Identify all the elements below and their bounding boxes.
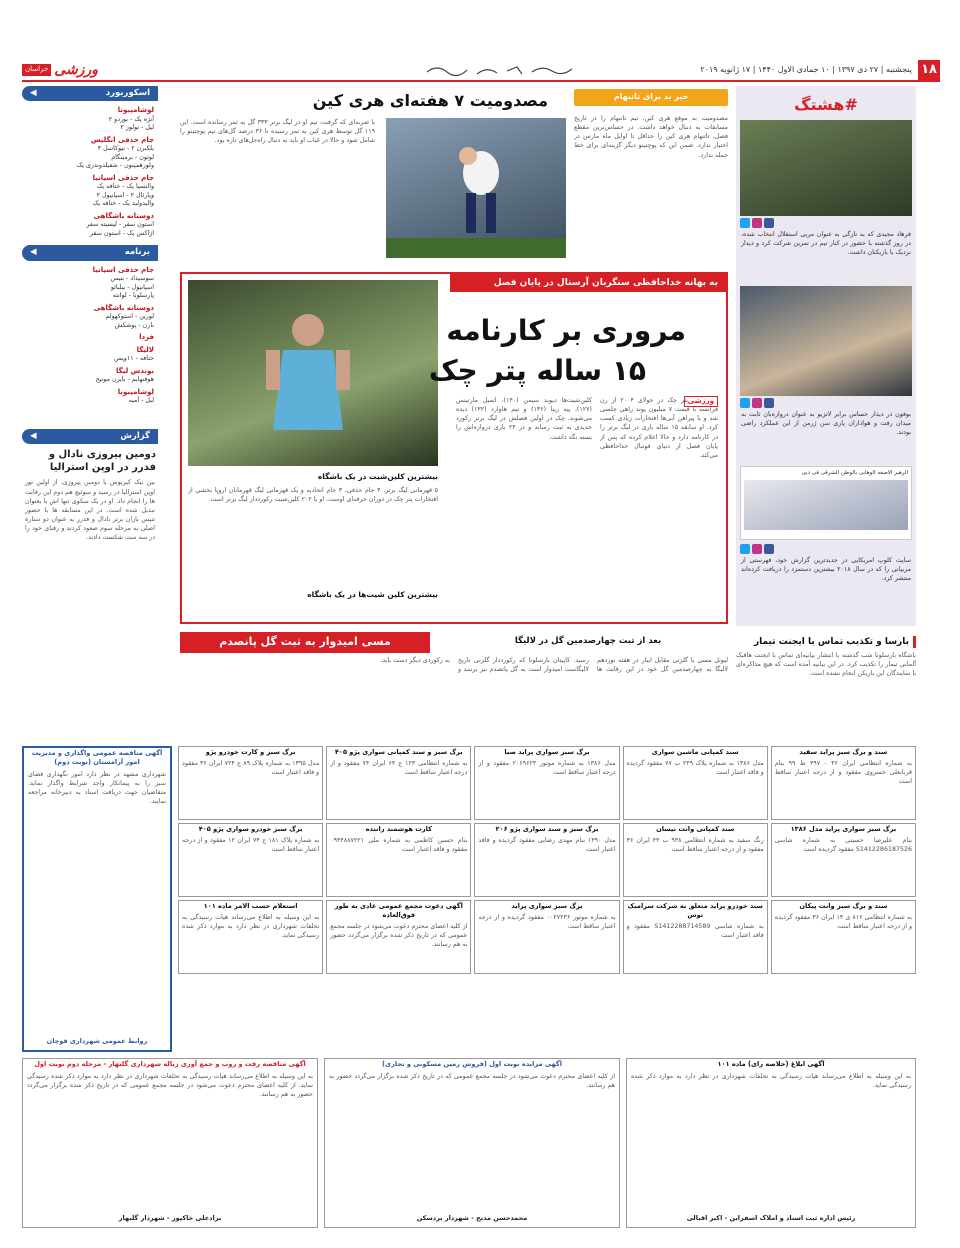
facebook-icon [764,398,774,408]
instagram-icon [752,218,762,228]
list-heading: دوستانه باشگاهی [93,303,154,312]
list-heading: لالیگا [136,345,154,354]
list-item: اژاکس یک - استون سفر [90,229,154,237]
list-heading: بوندس لیگا [116,366,154,375]
instagram-icon [752,398,762,408]
barca-headline: بارسا و تکذیب تماس با ایجنت تیمار [736,636,916,648]
list-item: لیل - آمیه [128,397,154,405]
classified-ad [326,900,471,974]
kane-kicker: خبر بد برای تاتنهام [574,89,728,106]
ad-title: سند و برگ سبز پراید سفید [799,748,888,756]
golbahar-body: به این وسیله به اطلاع می‌رساند هیات رسیدگی به تخلفات شهرداری در نظر دارد به موارد ذکر شده رسیدگی نماید. از کلیه اعضای محترم دعوت می‌شود در جلسه مجمع عمومی که در تاریخ ذکر شده برگزار می‌گردد حضور به هم رسانند. [27,1072,313,1099]
tweet-card [740,466,912,540]
tweet-image [744,480,908,530]
social-icons-3 [740,544,912,554]
list-item: بلکبرن ۲ - نیوکاسل ۴ [97,145,154,153]
hashtag-caption-3: سایت کلوپ امریکایی در جدیدترین گزارش خود، فهرستی از مربیانی را که در سال ۲۰۱۸ بیشترین دستمزد را دریافت کرده‌اند منتشر کرد. [741,556,911,582]
facebook-icon [764,544,774,554]
classified-ad [178,900,323,974]
kane-photo [386,118,566,258]
ad-title: برگ سبز و سند سواری پژو ۲۰۶ [495,825,599,833]
classified-ad [178,746,323,820]
ad-body: به شماره انتظامی ایران ۳۶ - ۳۹۷ ط ۹۹ بنام قربانعلی خسروی مفقود و از درجه اعتبار ساقط است [774,759,913,786]
list-item: هوفنهایم - بایرن مونیخ [95,376,154,384]
report-body: بین نیک کیریوس با دومین پیروزی، از اولین تور اوپن استرالیا در رسید و سوئیچ هم دوم این رقابت ها را انجام داد. او در یک سکوی تنها اش با بعنوان تبدیل شده است. در این مسابقه ها با حضور تنیس بازان برتر نادال و فدرر به عنوان دو ستاره اصلی به مرحله سوم صعود کردند و رقبای خود را در سه ست شکست دادند. [25,479,155,542]
classified-ad [623,900,768,974]
cech-body-1: پتر چک در جولای ۲۰۰۴ از رن فرانسه با قیمت ۷ میلیون پوند راهی چلسی شد و با پیراهن آبی‌ها افتخارات زیادی کسب کرد. او سابقه ۱۵ ساله بازی در لیگ برتر را در کارنامه دارد و حالا اعلام کرده که پس از پایان فصل از دنیای فوتبال خداحافظی می‌کند. [600,397,718,459]
ad-title: سند کمپانی وانت نیسان [656,825,735,833]
twitter-icon [740,398,750,408]
ad-title: سند و برگ سبز وانت پیکان [799,902,888,910]
buffon-photo [740,286,912,396]
ads-grid [178,746,916,1052]
list-item: والیدولید یک - ختافه یک [92,200,154,208]
esfarayen-body: به این وسیله به اطلاع می‌رساند هیات رسیدگی به تخلفات شهرداری در نظر دارد به موارد ذکر شده رسیدگی نماید. [631,1072,911,1090]
ad-body: از کلیه اعضای محترم دعوت می‌شود در جلسه مجمع عمومی که در تاریخ ذکر شده برگزار می‌گردد حضور به هم رسانند. [330,922,468,949]
majidi-photo [740,120,912,216]
ad-body: به شماره شاسی S1412288714589 مفقود و فاقد اعتبار است [626,922,764,939]
ad-title: برگ سبز سواری پراید صبا [504,748,590,756]
messi-story [180,632,728,742]
classified-ad [326,823,471,897]
classified-ad [326,746,471,820]
report-headline: دومین پیروزی نادال و فدرر در اوپن استرالیا [48,449,156,474]
twitter-icon [740,544,750,554]
classified-ad [178,823,323,897]
list-heading: جام حذفی اسپانیا [92,173,154,182]
kane-headline: مصدومیت ۷ هفته‌ای هری کین [312,91,548,110]
kane-body-right: مصدومیت به موقع هری کین، تیم تاتنهام را در تاریخ مسابقات به دنبال خواهد داشت. در حساس‌ترین مقطع فصل، تاتنهام هری کین را حداقل تا اوایل ماه مارس در اختیار ندارد. ضمن این که پوچتینو دیگر گزینه‌ای برای خط حمله ندارد. [574,115,728,159]
ad-title: استعلام حسب الامر ماده ۱۰۱ [203,902,298,910]
ad-body: مدل ۱۳۹۰ بنام مهدی رضایی مفقود گردیده و فاقد اعتبار است [478,836,616,854]
ad-title: برگ سبز و سند کمپانی سواری پژو ۴۰۵ [334,748,463,756]
list-item: ولورهمپتون - شفیلدوندزی یک [76,162,154,170]
ad-title: برگ سبز خودرو سواری پژو ۴۰۵ [198,825,303,833]
bardaskan-footer: محمدحسن مدبح - شهردار بردسکن [416,1214,528,1223]
bottom-ad-esfarayen: آگهی ابلاغ (خلاصه رای) ماده ۱۰۱ به این وسیله به اطلاع می‌رساند هیات رسیدگی به تخلفات شهرداری در نظر دارد به موارد ذکر شده رسیدگی نماید. رئیس اداره ثبت اسناد و املاک اسفراین - اکبر اقبالی [626,1058,916,1228]
hashtag-column [736,86,916,626]
esfarayen-footer: رئیس اداره ثبت اسناد و املاک اسفراین - اکبر اقبالی [686,1214,856,1223]
list-heading: لوشامپیونا [117,106,154,115]
hashtag-caption-2: بوفون در دیدار حساس برابر لاتزیو به عنوان دروازه‌بان ثابت به میدان رفت و هواداران پاری سن ژرمن از این عملکرد راضی بودند. [741,410,911,436]
twitter-icon [740,218,750,228]
barca-story [736,636,916,742]
classified-ad [623,823,768,897]
ad-title: آگهی دعوت مجمع عمومی عادی به طور فوق‌العاده [334,902,463,919]
facebook-icon [764,218,774,228]
cech-kicker: به بهانه خداحافظی سنگربان آرسنال در پایان فصل [450,274,726,292]
program-title: برنامه ◀ [22,245,158,260]
masthead [22,60,940,82]
ad-title: برگ سبز و کارت خودرو پژو [205,748,296,756]
classified-ad [771,746,916,820]
list-heading: فردا [139,333,154,342]
ad-body: مدل ۱۳۸۶ به شماره موتور ۲۰۶۹۶۲۳ مفقود و از درجه اعتبار ساقط است [478,759,616,777]
arrow-icon: ◀ [30,88,37,98]
hashtag-caption-1: فرهاد مجیدی که به تازگی به عنوان مربی استقلال انتخاب شده، در روز گذشته با حضور در کنار تیم در تمرین شرکت کرد و دیدار نزدیک با بازیکنان داشت. [741,230,911,256]
list-item: نارن - پوشکش [114,321,154,329]
bottom-ad-bardaskan: آگهی مزایده نوبت اول (فروش زمین مسکونی و تجاری) از کلیه اعضای محترم دعوت می‌شود در جلسه مجمع عمومی که در تاریخ ذکر شده برگزار می‌گردد حضور به هم رسانند. محمدحسن مدبح - شهردار بردسکن [324,1058,620,1228]
section-logo [22,60,98,80]
list-item: استون سفر - لیسیته سفر [86,221,154,229]
bottom-ad-golbahar: آگهی مناقصه رفت و روب و جمع آوری زباله شهرداری گلبهار - مرحله دوم نوبت اول به این وسیله به اطلاع می‌رساند هیات رسیدگی به تخلفات شهرداری در نظر دارد به موارد ذکر شده رسیدگی نماید. از کلیه اعضای محترم دعوت می‌شود در جلسه مجمع عمومی که در تاریخ ذکر شده برگزار می‌گردد حضور به هم رسانند. برادعلی خاکپور - شهردار گلبهار [22,1058,318,1228]
ad-left-body: شهرداری مشهد در نظر دارد امور نگهداری فضای سبز را به پیمانکار واجد شرایط واگذار نماید. متقاضیان جهت دریافت اسناد به دبیرخانه مراجعه نمایند. [28,770,166,806]
messi-body: لیونل مسی با گلزنی مقابل ایبار در هفته نوزدهم لالیگا به چهارصدمین گل خود در این رقابت ها رسید. کاپیتان بارسلونا که رکورددار گلزنی تاریخ لالیگاست امیدوار است به گل پانصدم نیز برسد و به رکوردی دیگر دست یابد. [380,657,728,674]
messi-headline: مسی امیدوار به ثبت گل پانصدم [180,632,430,653]
ad-body: رنگ سفید به شماره انتظامی ۹۳۸ ب ۴۴ ایران ۳۶ مفقود و از درجه اعتبار ساقط است [626,836,764,854]
list-heading: جام حذفی اسپانیا [92,265,154,274]
classified-ad [623,746,768,820]
bardaskan-body: از کلیه اعضای محترم دعوت می‌شود در جلسه مجمع عمومی که در تاریخ ذکر شده برگزار می‌گردد حضور به هم رسانند. [329,1072,615,1090]
cech-photo [188,280,438,466]
list-item: سوسیداد - بتیس [110,275,154,283]
social-icons-1 [740,218,912,228]
left-column [22,86,158,666]
cech-body-2: کلین‌شیت‌ها دیوید سیمن (۱۴۰)، اتمیل مارتینس (۱۲۷)، پیه رینا (۱۳۶) و تیم هاوارد (۱۳۲) دیده می‌شوند. چک در اولین فصلش در لیگ برتر رکورد جدیدی به ثبت رساند و در ۲۴ بازی دروازه‌اش را بسته نگه داشت. [456,397,592,441]
list-item: لوتون - برمینگام [111,153,154,161]
ad-body: بنام علیرضا حسینی به شماره شاسی S1412286187526 مفقود گردیده است [774,836,912,854]
cech-tag: ورزشی [684,396,718,407]
classified-ad [771,823,916,897]
logo-small: خراسان [22,64,51,75]
signature-icon [422,62,582,78]
ad-body: به شماره پلاک ۱۸۱ ج ۷۴ ایران ۱۲ مفقود و از درجه اعتبار ساقط است [182,836,320,854]
ad-left-large: آگهی مناقصه عمومی واگذاری و مدیریت امور آرامستان (نوبت دوم) شهرداری مشهد در نظر دارد امور نگهداری فضای سبز را به پیمانکار واجد شرایط واگذار نماید. متقاضیان جهت دریافت اسناد به دبیرخانه مراجعه نمایند. روابط عمومی شهرداری قوچان [22,746,172,1052]
program-list [22,261,158,421]
barca-body: باشگاه بارسلونا شب گذشته با انتشار بیانیه‌ای تماس با ایجنت هافبک آلمانی تیمار را تکذیب کرد. در این بیانیه آمده است که هیچ مذاکره‌ای با نمایندگان این بازیکن انجام نشده است. [736,652,916,678]
list-item: لورین - استوکهولم [105,313,154,321]
arrow-icon: ◀ [30,247,37,258]
scoreboard-list [22,101,158,239]
messi-kicker: بعد از ثبت چهارصدمین گل در لالیگا [514,636,662,646]
classified-ad [474,900,619,974]
issue-date: پنجشنبه | ۲۷ دی ۱۳۹۷ | ۱۰ جمادی الاول ۱۴۴۰ | ۱۷ ژانویه ۲۰۱۹ [700,65,912,74]
ad-title: برگ سبز سواری پراید [511,902,583,910]
hashtag-symbol: # [844,95,858,114]
golbahar-footer: برادعلی خاکپور - شهردار گلبهار [118,1214,222,1223]
player-icon [386,118,566,258]
list-item: ختافه - ۱۱ویس [114,355,154,363]
cech-subhead: بیشترین کلین‌شیت در یک باشگاه [317,472,438,481]
kane-body-left: با ضربه‌ای که گرفت، تیم او در لیگ برتر ۳۳۳ گل به ثمر رسانده است. این ۱۱۹ گل توسط هری کین به ثمر رسیده تا ۳۶ درصد گل‌های تیم پوچتینو را شامل شود و حالا در غیاب او باید به دنبال راه‌حل‌های تازه بود. [180,119,375,145]
classified-ad [474,823,619,897]
list-heading: لوشامپیونا [117,387,154,396]
cech-body-3: ۵ قهرمانی لیگ برتر، ۴ جام حذفی، ۳ جام اتحادیه و یک قهرمانی لیگ قهرمانان اروپا بخشی از افتخارات پتر چک در دوران حرفه‌ای اوست. او با ۲۰۲ کلین‌شیت رکورددار لیگ برتر است. [188,487,438,504]
main-story [180,272,728,624]
cech-headline-1: مروری بر کارنامه [446,314,686,347]
list-heading: جام حذفی انگلیس [90,135,154,144]
ad-body: بنام حسین کاظمی به شماره ملی ۰۹۴۴۸۸۷۲۲۱ مفقود و فاقد اعتبار است [330,836,468,854]
list-item: لیل - تولوز ۲ [120,124,154,132]
ad-left-footer: روابط عمومی شهرداری قوچان [46,1037,148,1046]
classified-ad [474,746,619,820]
report-title: گزارش ◀ [22,429,158,444]
arrow-icon: ◀ [30,430,37,441]
ad-title: برگ سبز سواری پراید مدل ۱۳۸۶ [790,825,897,833]
scoreboard-title: اسکوربورد ◀ [22,86,158,101]
cech-subhead-2: بیشترین کلین شیت‌ها در یک باشگاه [307,590,438,599]
header-signature [422,62,582,78]
instagram-icon [752,544,762,554]
list-item: پارسلونا - لوانته [112,292,154,300]
list-item: والنسیا یک - ختافه یک [96,183,154,191]
logo-text: ورزشی [54,61,98,78]
list-item: ویارئال ۲ - اسپانیول ۲ [96,191,154,199]
ad-title: کارت هوشمند راننده [365,825,432,833]
ad-title: سند کمپانی ماشین سواری [651,748,739,756]
top-story [180,86,728,261]
ad-body: به شماره انتظامی ۱۲۳ ج ۶۴ ایران ۷۴ مفقود و از درجه اعتبار ساقط است [330,759,468,777]
list-heading: دوستانه باشگاهی [93,211,154,220]
list-item: آنژه یک - بوردو ۲ [108,115,154,123]
ad-body: به شماره انتظامی ۸۱۶ ی ۱۳ ایران ۳۶ مفقود گردیده و از درجه اعتبار ساقط است [774,913,912,931]
list-item: اسپانیول - بیلبائو [110,283,154,291]
tweet-title: الرهبر الاصفه الوهابی بالوطن الشرقی فی دبی [801,469,908,476]
page-number: ۱۸ [918,60,940,80]
ad-body: به شماره موتور ۰۰۲۷۲۳۶ مفقود گردیده و از درجه اعتبار ساقط است [478,913,616,931]
ad-body: مدل ۱۳۹۵ به شماره پلاک ۸۹ ج ۷۲۴ ایران ۳۶ مفقود و فاقد اعتبار است [182,759,320,777]
goalkeeper-icon [188,280,438,466]
social-icons-2 [740,398,912,408]
hashtag-title: #هشتگ [794,95,858,114]
ad-title: سند خودرو پراید متعلق به شرکت سرامیک توس [627,902,763,919]
cech-headline-2: ۱۵ ساله پتر چک [428,354,646,387]
ad-body: به این وسیله به اطلاع می‌رساند هیات رسیدگی به تخلفات شهرداری در نظر دارد به موارد ذکر شده رسیدگی نماید. [182,913,320,940]
classified-ad [771,900,916,974]
ad-body: مدل ۱۳۸۶ به شماره پلاک ۲۴۹ ب ۷۷ مفقود گردیده و فاقد اعتبار است [626,759,764,777]
